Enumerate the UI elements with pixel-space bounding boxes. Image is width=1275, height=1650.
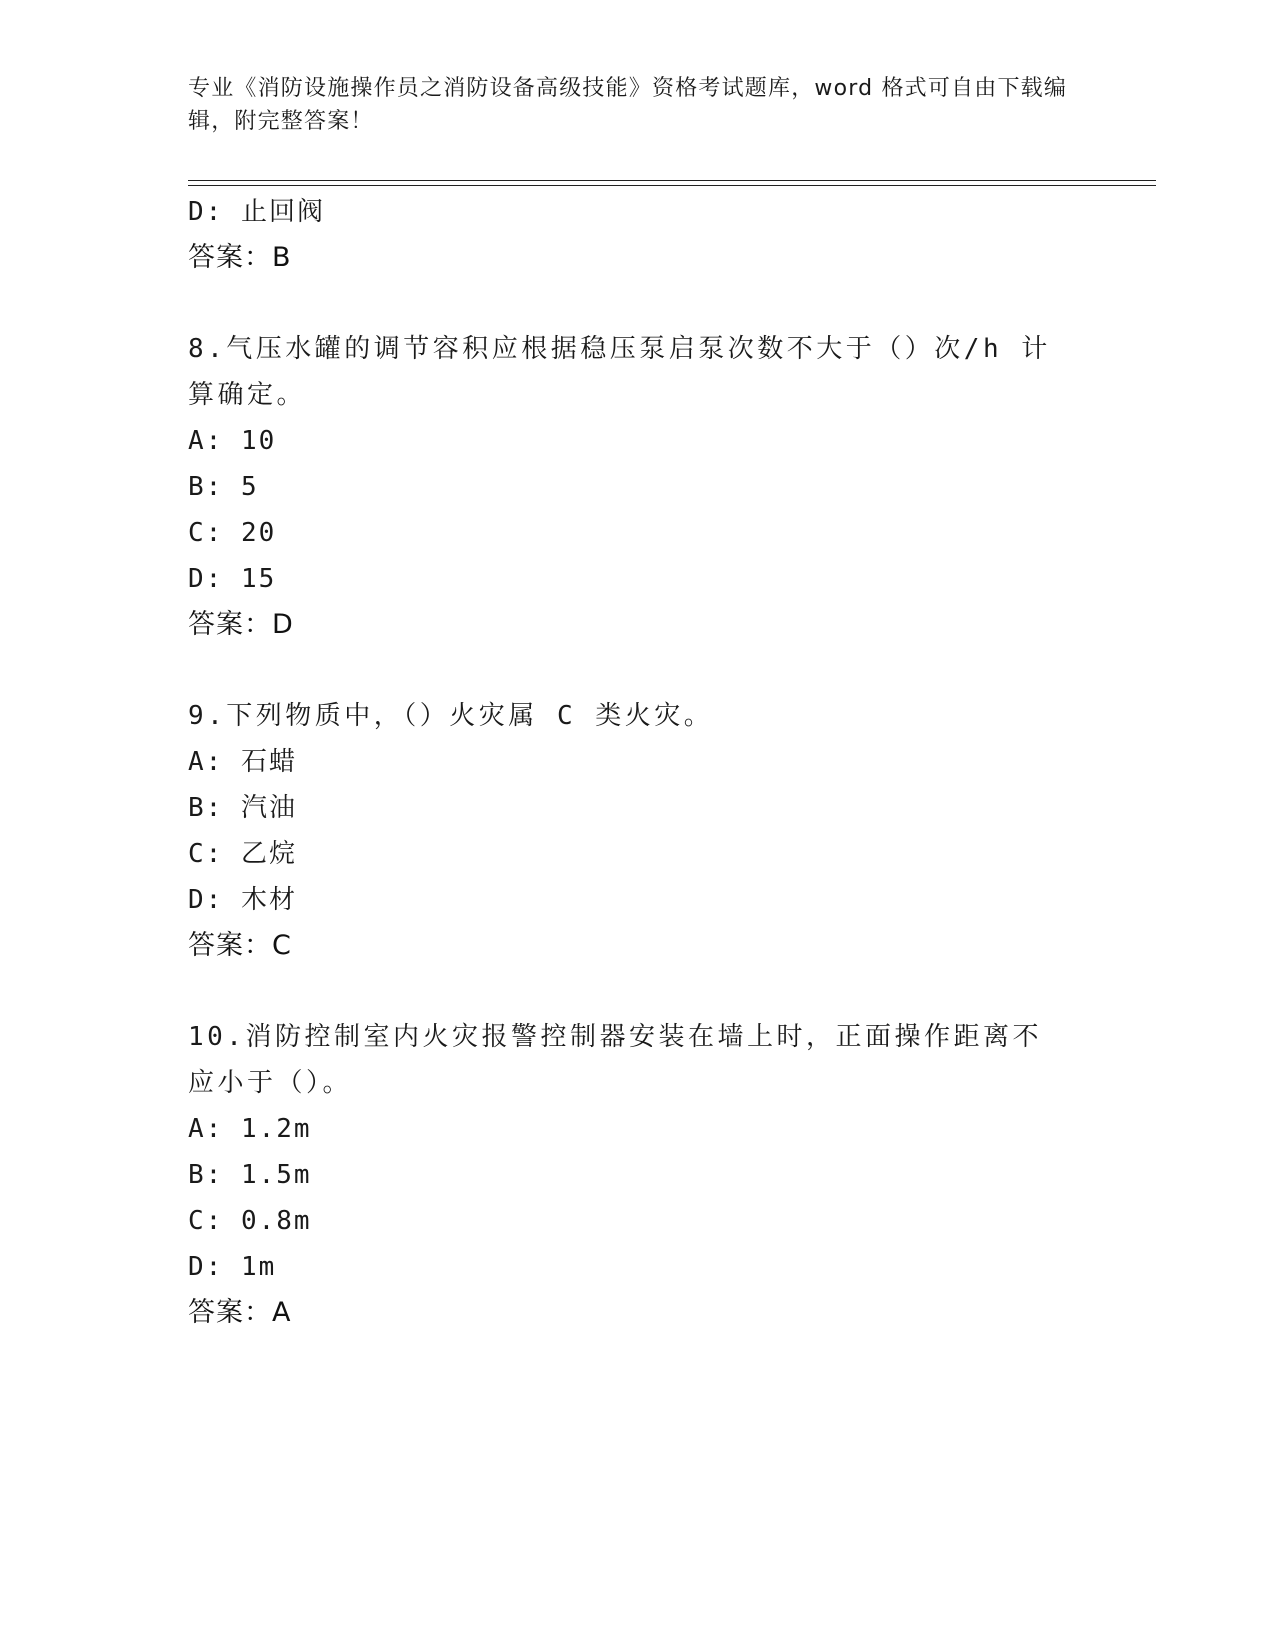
spacer <box>188 969 1088 1014</box>
option-d: D: 木材 <box>188 885 297 915</box>
question-list <box>188 189 1088 1336</box>
question-10 <box>188 1014 1088 1336</box>
question-9 <box>188 693 1088 969</box>
spacer <box>188 648 1088 693</box>
option-a: A: 石蜡 <box>188 747 297 777</box>
page-header: 专业《消防设施操作员之消防设备高级技能》资格考试题库，word 格式可自由下载编辑，附完整答案！ <box>188 76 1068 134</box>
answer-line: 答案：B <box>188 242 292 273</box>
option-d: D: 15 <box>188 564 277 594</box>
option-c: C: 乙烷 <box>188 839 297 869</box>
spacer <box>188 281 1088 326</box>
answer-line: 答案：D <box>188 609 294 640</box>
option-c: C: 0.8m <box>188 1206 312 1236</box>
option-a: A: 1.2m <box>188 1114 312 1144</box>
option-d: D: 止回阀 <box>188 197 325 227</box>
option-a: A: 10 <box>188 426 277 456</box>
question-text: 10.消防控制室内火灾报警控制器安装在墙上时，正面操作距离不应小于（）。 <box>188 1022 1042 1098</box>
option-c: C: 20 <box>188 518 277 548</box>
question-8 <box>188 326 1088 648</box>
question-text: 9.下列物质中，（）火灾属 C 类火灾。 <box>188 701 714 731</box>
option-b: B: 汽油 <box>188 793 297 823</box>
answer-line: 答案：C <box>188 930 292 961</box>
option-d: D: 1m <box>188 1252 277 1282</box>
option-b: B: 1.5m <box>188 1160 312 1190</box>
header-divider <box>188 180 1156 186</box>
question-text: 8.气压水罐的调节容积应根据稳压泵启泵次数不大于（）次/h 计算确定。 <box>188 334 1051 410</box>
option-b: B: 5 <box>188 472 259 502</box>
answer-line: 答案：A <box>188 1297 292 1328</box>
